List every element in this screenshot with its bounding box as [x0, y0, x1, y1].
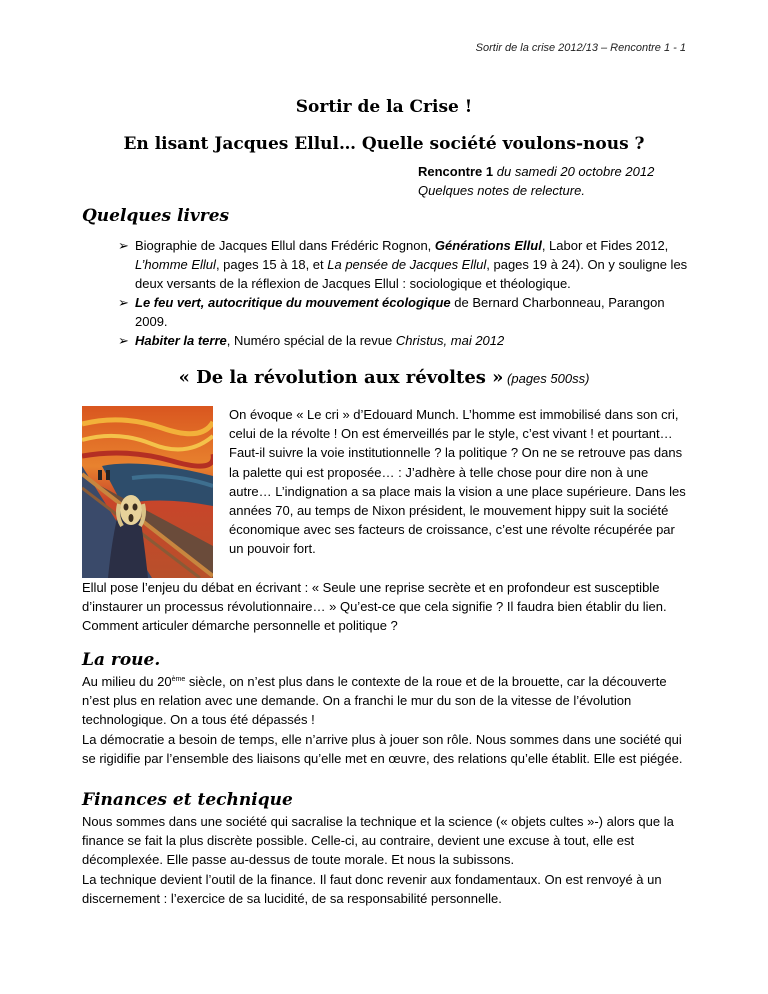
finances-paragraph-2: La technique devient l’outil de la finance. Il faut donc revenir aux fondamentaux. On est renvoyé à un discernement : l’exercice de sa lucidité, de sa responsabilité personnelle.	[82, 872, 662, 907]
revolution-pages: (pages 500ss)	[503, 371, 590, 386]
meeting-date: du samedi 20 octobre 2012	[493, 164, 655, 179]
revolution-text-beside-image: On évoque « Le cri » d’Edouard Munch. L’homme est immobilisé dans son cri, celui de la révolte ! On est émerveillés par le style, c’est vivant ! et pourtant… Faut-il suivre la voie institutionnelle ? la politique ? On ne se retrouve pas dans la palette qui est proposée… : J’adhère à telle chose pour dire non à une autre… L’indignation a sa place mais la vision a une place supérieure. Dans les années 70, au temps de Nixon président, le mouvement hippy suit la société économique avec ses facteurs de croissance, c’est une révolte récupérée par un pouvoir fort.	[229, 407, 686, 557]
roue-heading: La roue.	[82, 650, 161, 670]
main-title: Sortir de la Crise !	[295, 97, 473, 117]
meeting-label: Rencontre 1	[418, 164, 494, 179]
revolution-heading: « De la révolution aux révoltes » (pages 500ss)	[178, 367, 590, 388]
finances-paragraph-1: Nous sommes dans une société qui sacralise la technique et la science (« objets cultes »-) alors que la finance se fait la plus discrète possible. Celle-ci, au contraire, devient une excuse à tout, elle est décomplexée. Elle passe au-dessus de toute morale. Et nous la subissons.	[82, 814, 674, 868]
running-header: Sortir de la crise 2012/13 – Rencontre 1 - 1	[475, 42, 686, 54]
list-item: ➢ Le feu vert, autocritique du mouvement écologique de Bernard Charbonneau, Parangon 2009.	[118, 295, 665, 329]
books-heading: Quelques livres	[82, 206, 230, 226]
roue-paragraph-1: Au milieu du 20ème siècle, on n’est plus dans le contexte de la roue et de la brouette, car la découverte n’est plus en relation avec une demande. On a franchi le mur du son de la vitesse de l’évolution technologique. On a tous été dépassés !	[82, 674, 667, 728]
meeting-notes: Quelques notes de relecture.	[418, 183, 585, 198]
arrow-bullet-icon: ➢	[118, 238, 129, 253]
finances-heading: Finances et technique	[82, 790, 293, 810]
list-item: ➢ Biographie de Jacques Ellul dans Frédéric Rognon, Générations Ellul, Labor et Fides 2012, L’homme Ellul, pages 15 à 18, et La pensée de Jacques Ellul, pages 19 à 24). On y souligne les deux versants de la réflexion de Jacques Ellul : sociologique et théologique.	[118, 238, 688, 291]
list-item: ➢ Habiter la terre, Numéro spécial de la revue Christus, mai 2012	[118, 333, 505, 348]
scream-painting-image	[82, 406, 213, 578]
arrow-bullet-icon: ➢	[118, 333, 129, 348]
meeting-info	[418, 162, 654, 200]
subtitle: En lisant Jacques Ellul… Quelle société voulons-nous ?	[123, 134, 645, 154]
books-list	[118, 236, 688, 350]
roue-paragraph-2: La démocratie a besoin de temps, elle n’arrive plus à jouer son rôle. Nous sommes dans une société qui se rigidifie par l’ensemble des liaisons qu’elle met en œuvre, des relations qu’elle établit. Elle est piégée.	[82, 732, 683, 767]
revolution-text: Ellul pose l’enjeu du débat en écrivant : « Seule une reprise secrète et en profondeur est susceptible d’instaurer un processus révolutionnaire… » Qu’est-ce que cela signifie ? Il faudra bien établir du lien. Comment articuler démarche personnelle et politique ?	[82, 580, 667, 634]
arrow-bullet-icon: ➢	[118, 295, 129, 310]
